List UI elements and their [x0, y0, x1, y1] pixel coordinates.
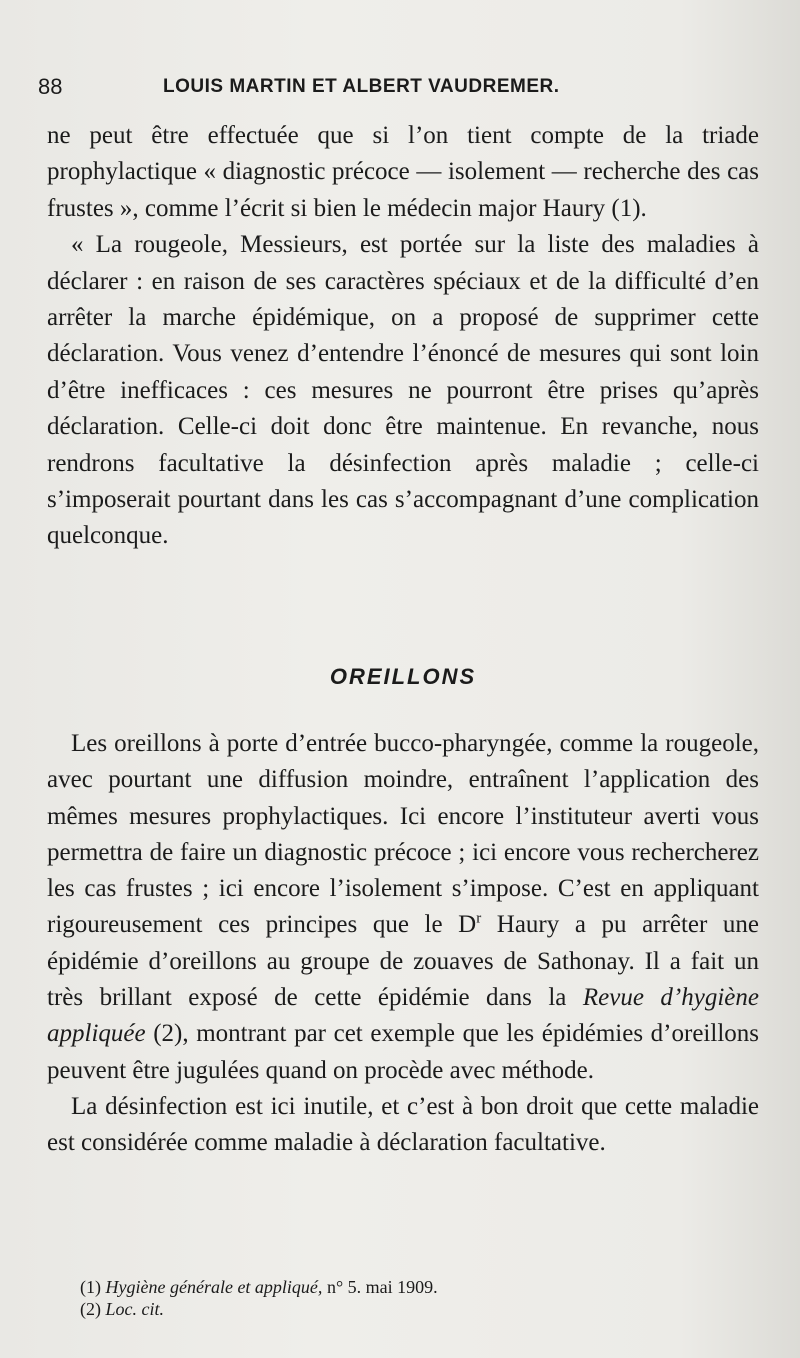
- footnote-text: n° 5. mai 1909.: [322, 1277, 438, 1297]
- text-block-rougeole: [47, 118, 759, 555]
- footnotes: [80, 1276, 760, 1320]
- journal-title: Revue d’hygiène appliquée: [47, 984, 759, 1048]
- page-header: [38, 74, 758, 104]
- footnote: [80, 1276, 760, 1298]
- paragraph-text: (2), montrant par cet exemple que les épidémies d’oreillons peuvent être jugulées quand on procède avec méthode.: [47, 1020, 759, 1084]
- paragraph: « La rougeole, Messieurs, est portée sur la liste des maladies à déclarer : en raison de ses caractères spéciaux et de la difficulté d’en arrêter la marche épidémique, on a proposé de supprimer cette déclaration. Vous venez d’entendre l’énoncé de mesures qui sont loin d’être inefficaces : ces mesures ne pourront être prises qu’après déclaration. Celle-ci doit donc être maintenue. En revanche, nous rendrons facultative la désinfection après maladie ; celle-ci s’imposerait pourtant dans les cas s’accompagnant d’une complication quelconque.: [47, 231, 759, 550]
- superscript: r: [476, 911, 482, 928]
- section-title: OREILLONS: [329, 664, 477, 689]
- paragraph: [47, 726, 759, 1089]
- footnote: [80, 1298, 760, 1320]
- footnote-title: Hygiène générale et appliqué,: [105, 1277, 323, 1297]
- paragraph: ne peut être effectuée que si l’on tient compte de la triade prophylactique « diagnostic précoce — isolement — recherche des cas frustes », comme l’écrit si bien le médecin major Haury (1).: [47, 122, 759, 222]
- footnote-title: Loc. cit.: [105, 1299, 164, 1319]
- paragraph-text: Haury a pu arrêter une épidémie d’oreillons au groupe de zouaves de Sathonay. Il a fait un très brillant exposé de cette épidémie dans la: [47, 911, 759, 1012]
- running-head: LOUIS MARTIN ET ALBERT VAUDREMER.: [163, 76, 560, 97]
- paragraph: La désinfection est ici inutile, et c’est à bon droit que cette maladie est considérée comme maladie à déclaration facultative.: [47, 1092, 759, 1157]
- text-block-oreillons: [47, 726, 759, 1162]
- footnote-mark: (1): [80, 1277, 101, 1297]
- paragraph-text: Les oreillons à porte d’entrée bucco-pharyngée, comme la rougeole, avec pourtant une diffusion moindre, entraînent l’application des mêmes mesures prophylactiques. Ici encore l’instituteur averti vous permettra de faire un diagnostic précoce ; ici encore vous rechercherez les cas frustes ; ici encore l’isolement s’impose. C’est en appliquant rigoureusement ces principes que le D: [47, 730, 759, 939]
- footnote-mark: (2): [80, 1299, 101, 1319]
- page-number: 88: [38, 74, 63, 99]
